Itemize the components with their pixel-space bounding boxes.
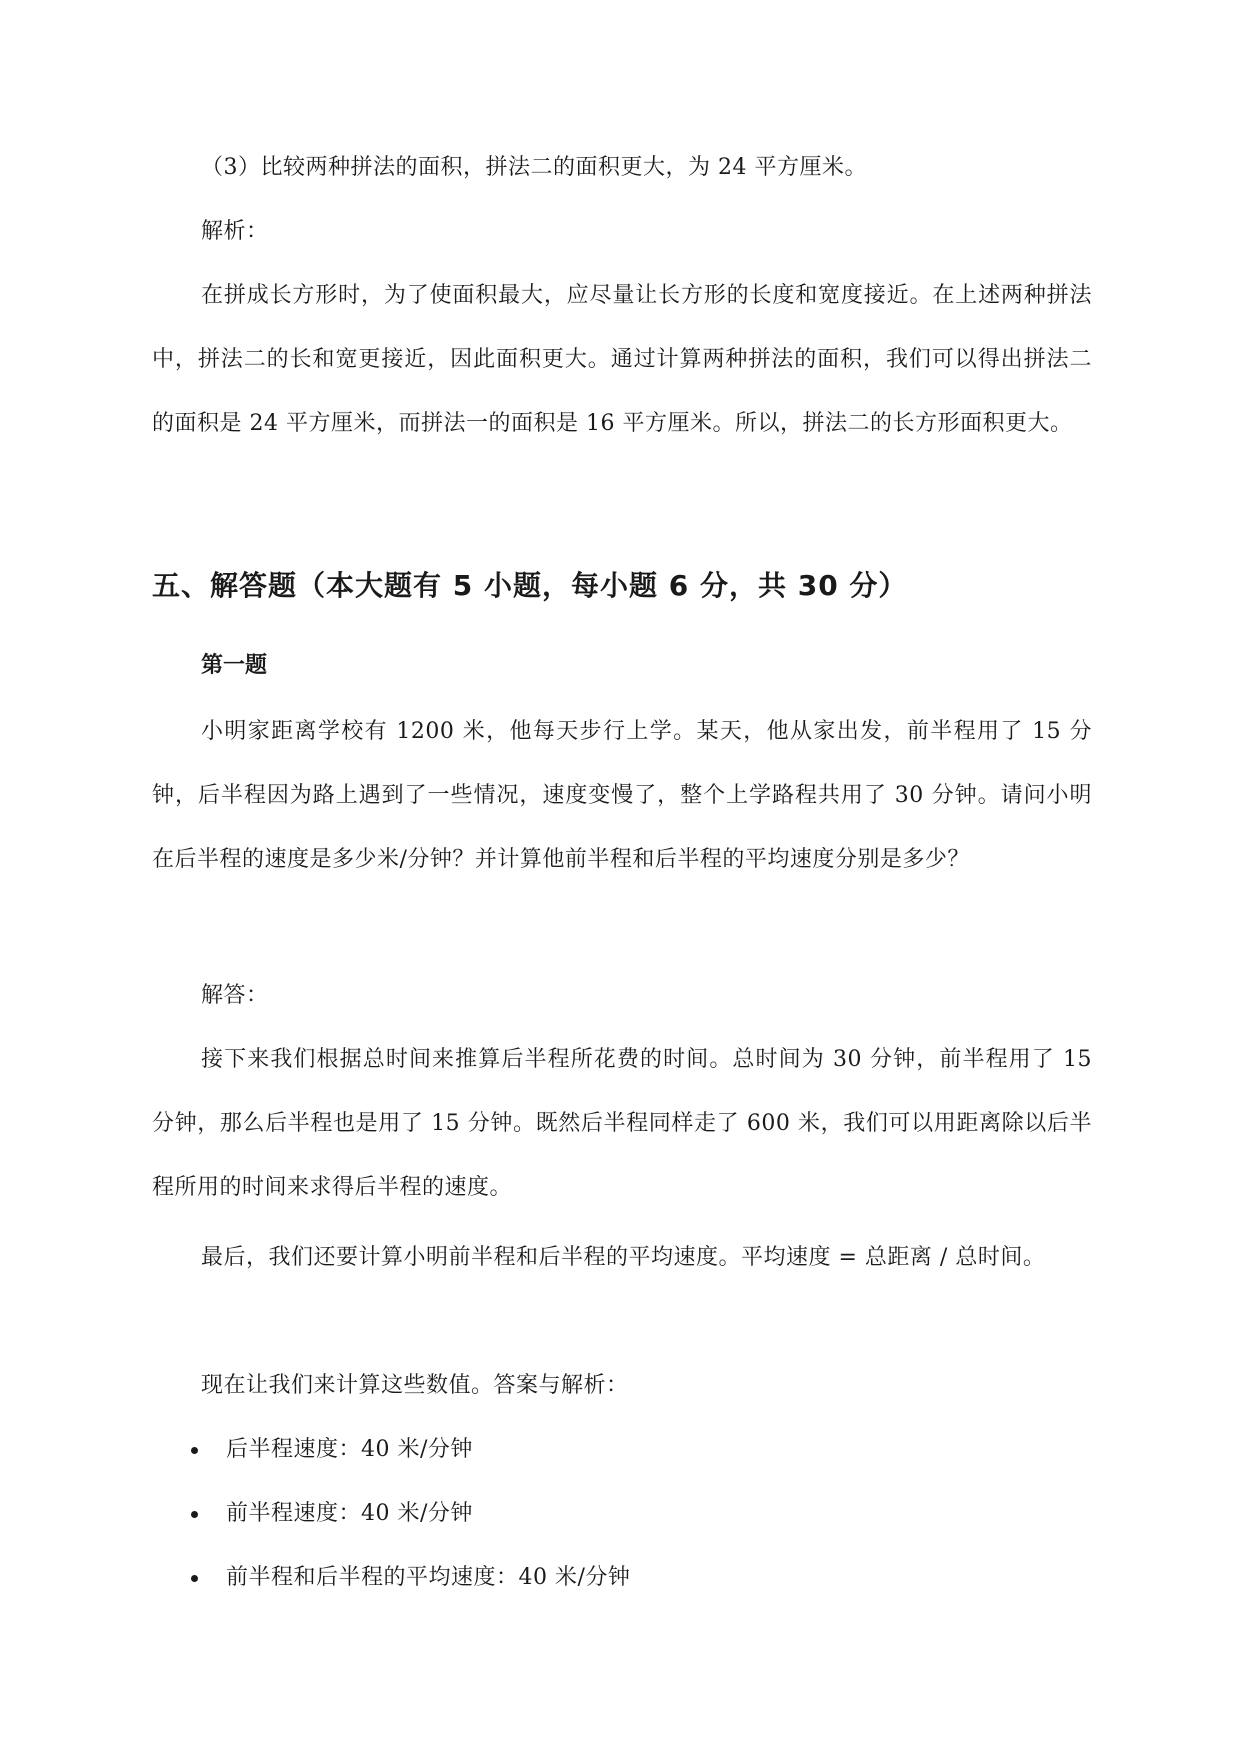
- question-title: 第一题: [201, 653, 268, 678]
- answer-bullet-list: [152, 1418, 630, 1610]
- list-item: [152, 1418, 630, 1482]
- answer-label: 解答：: [201, 983, 269, 1008]
- answer-paragraph-3: 现在让我们来计算这些数值。答案与解析：: [201, 1373, 629, 1398]
- list-item-text: 前半程速度：40 米/分钟: [226, 1501, 473, 1526]
- list-item: [152, 1482, 630, 1546]
- list-item-text: 前半程和后半程的平均速度：40 米/分钟: [226, 1565, 631, 1590]
- section-heading: 五、解答题（本大题有 5 小题，每小题 6 分，共 30 分）: [152, 569, 908, 602]
- bullet-dot-icon: [191, 1511, 198, 1518]
- analysis-paragraph: 在拼成长方形时，为了使面积最大，应尽量让长方形的长度和宽度接近。在上述两种拼法中，拼法二的长和宽更接近，因此面积更大。通过计算两种拼法的面积，我们可以得出拼法二的面积是 24 平方厘米，而拼法一的面积是 16 平方厘米。所以，拼法二的长方形面积更大。: [152, 283, 1092, 436]
- answer-paragraph-2: 最后，我们还要计算小明前半程和后半程的平均速度。平均速度 = 总距离 / 总时间。: [201, 1245, 1046, 1270]
- analysis-label: 解析：: [201, 219, 269, 244]
- bullet-dot-icon: [191, 1575, 198, 1582]
- question-paragraph: 小明家距离学校有 1200 米，他每天步行上学。某天，他从家出发，前半程用了 15 分钟，后半程因为路上遇到了一些情况，速度变慢了，整个上学路程共用了 30 分钟。请问小明在后半程的速度是多少米/分钟？并计算他前半程和后半程的平均速度分别是多少？: [152, 719, 1092, 872]
- part3-answer-line: （3）比较两种拼法的面积，拼法二的面积更大，为 24 平方厘米。: [201, 155, 867, 180]
- list-item: [152, 1546, 630, 1610]
- answer-paragraph-1: 接下来我们根据总时间来推算后半程所花费的时间。总时间为 30 分钟，前半程用了 15 分钟，那么后半程也是用了 15 分钟。既然后半程同样走了 600 米，我们可以用距离除以后半程所用的时间来求得后半程的速度。: [152, 1047, 1092, 1200]
- bullet-dot-icon: [191, 1447, 198, 1454]
- list-item-text: 后半程速度：40 米/分钟: [226, 1437, 473, 1462]
